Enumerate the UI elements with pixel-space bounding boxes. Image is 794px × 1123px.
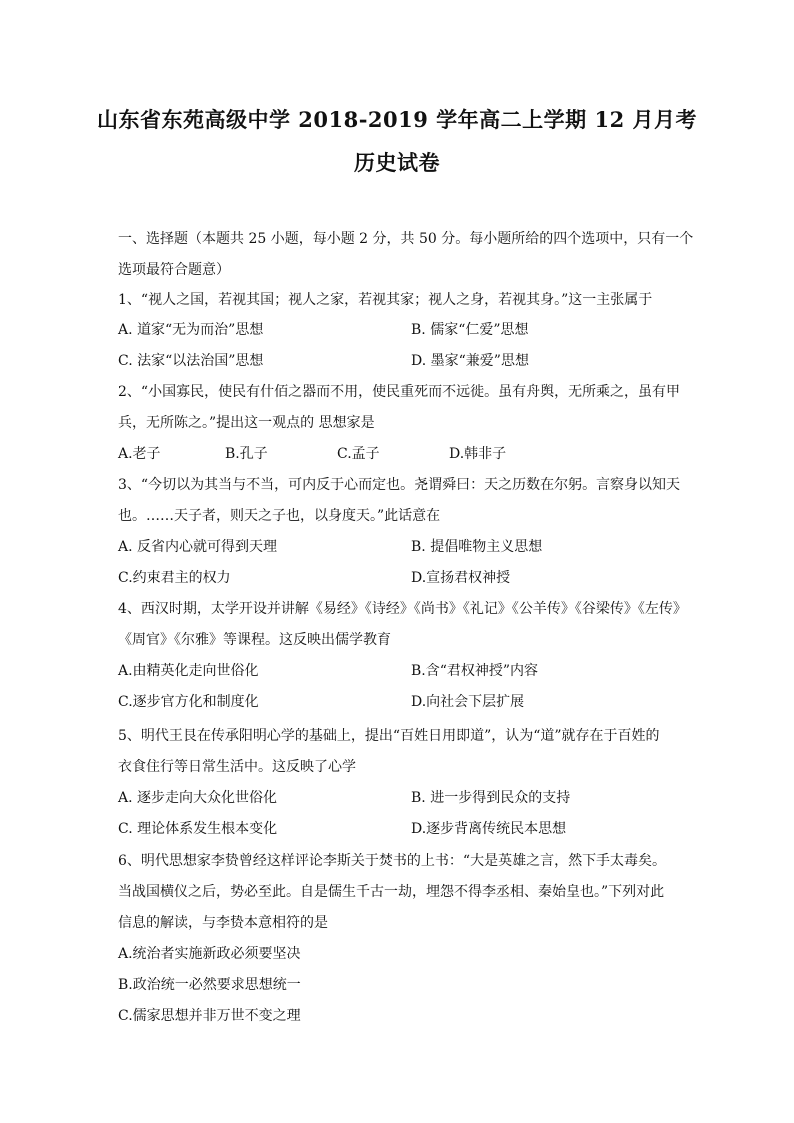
question-3-stem-line-2: 也。……天子者，则天之子也，以身度天。”此话意在 [118, 508, 441, 524]
question-2-option-b: B.孔子 [225, 446, 268, 462]
question-3-option-d: D.宣扬君权神授 [411, 570, 511, 586]
page-title: 山东省东苑高级中学 2018-2019 学年高二上学期 12 月月考 [96, 107, 698, 132]
question-3-option-a: A. 反省内心就可得到天理 [118, 539, 278, 555]
question-4-stem-line-2: 《周官》《尔雅》等课程。这反映出儒学教育 [118, 632, 391, 648]
question-6-option-b: B.政治统一必然要求思想统一 [118, 977, 301, 993]
question-6-option-c: C.儒家思想并非万世不变之理 [118, 1008, 301, 1024]
question-1-option-d: D. 墨家“兼爱”思想 [411, 353, 529, 369]
question-5-option-b: B. 进一步得到民众的支持 [411, 790, 571, 806]
question-3-option-b: B. 提倡唯物主义思想 [411, 539, 543, 555]
question-4-option-b: B.含“君权神授”内容 [411, 663, 539, 679]
question-4-option-a: A.由精英化走向世俗化 [118, 663, 259, 679]
question-6-stem-line-1: 6、明代思想家李贽曾经这样评论李斯关于焚书的上书：“大是英雄之言，然下手太毒矣。 [118, 853, 667, 869]
question-2-stem-line-2: 兵，无所陈之。”提出这一观点的 思想家是 [118, 415, 375, 431]
question-4-option-c: C.逐步官方化和制度化 [118, 694, 259, 710]
question-1-option-a: A. 道家“无为而治”思想 [118, 322, 264, 338]
question-2-option-c: C.孟子 [337, 446, 380, 462]
question-5-option-a: A. 逐步走向大众化世俗化 [118, 790, 278, 806]
question-4-option-d: D.向社会下层扩展 [411, 694, 525, 710]
question-3-option-c: C.约束君主的权力 [118, 570, 231, 586]
question-2-option-a: A.老子 [118, 446, 161, 462]
question-6-stem-line-2: 当战国横仪之后，势必至此。自是儒生千古一劫，埋怨不得李丞相、秦始皇也。”下列对此 [118, 884, 665, 900]
question-5-stem-line-1: 5、明代王艮在传承阳明心学的基础上，提出“百姓日用即道”，认为“道”就存在于百姓的 [118, 728, 660, 744]
question-2-stem-line-1: 2、“小国寡民，使民有什佰之器而不用，使民重死而不远徙。虽有舟舆，无所乘之，虽有甲 [118, 384, 681, 400]
question-6-stem-line-3: 信息的解读，与李贽本意相符的是 [118, 915, 328, 931]
question-5-stem-line-2: 衣食住行等日常生活中。这反映了心学 [118, 759, 356, 775]
question-5-option-c: C. 理论体系发生根本变化 [118, 821, 278, 837]
question-1-option-b: B. 儒家“仁爱”思想 [411, 322, 529, 338]
question-6-option-a: A.统治者实施新政必须要坚决 [118, 946, 301, 962]
question-2-option-d: D.韩非子 [449, 446, 507, 462]
question-4-stem-line-1: 4、西汉时期，太学开设并讲解《易经》《诗经》《尚书》《礼记》《公羊传》《谷梁传》《左传》 [118, 601, 687, 617]
question-5-option-d: D.逐步背离传统民本思想 [411, 821, 567, 837]
question-3-stem-line-1: 3、“今切以为其当与不当，可内反于心而定也。尧谓舜曰：天之历数在尔躬。言察身以知天 [118, 477, 681, 493]
question-1-stem: 1、“视人之国，若视其国；视人之家，若视其家；视人之身，若视其身。”这一主张属于 [118, 292, 653, 308]
section-instructions-line-2: 选项最符合题意） [118, 262, 230, 278]
page-subtitle: 历史试卷 [354, 150, 440, 175]
section-instructions-line-1: 一、选择题（本题共 25 小题，每小题 2 分，共 50 分。每小题所给的四个选项中，只有一个 [118, 231, 694, 247]
question-1-option-c: C. 法家“以法治国”思想 [118, 353, 264, 369]
